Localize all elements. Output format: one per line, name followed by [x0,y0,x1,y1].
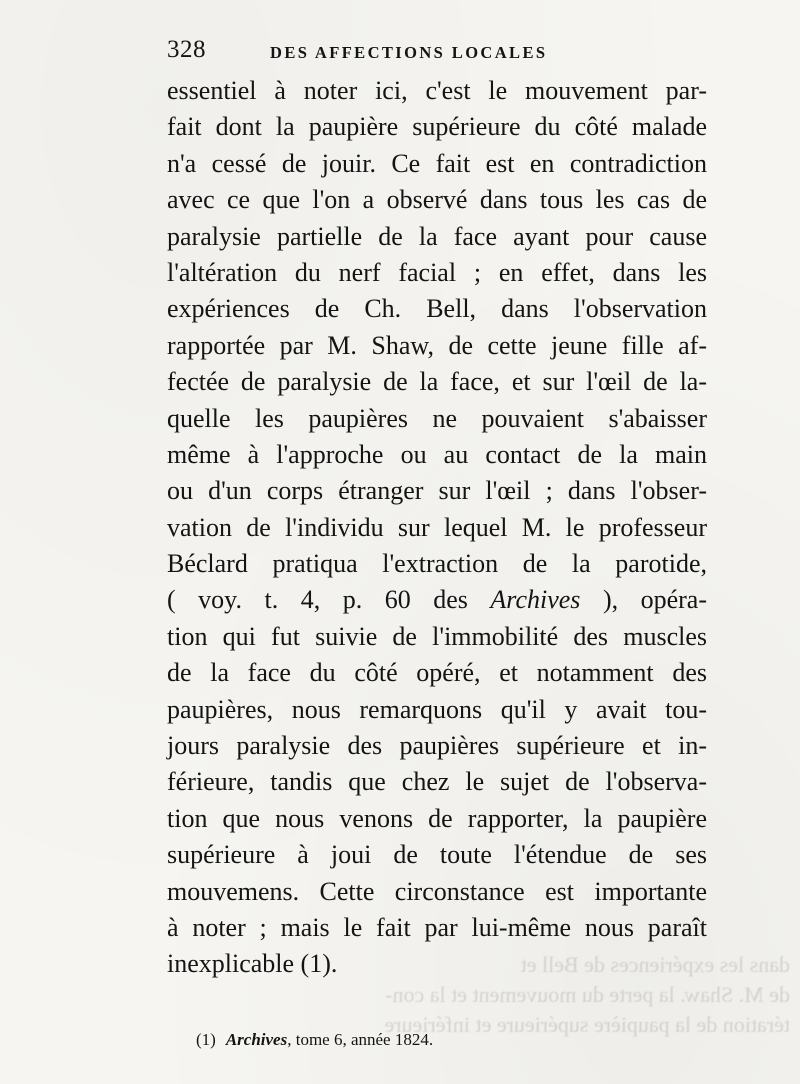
text-line: mouvemens. Cette circonstance est importante [167,876,707,906]
bleed-through-text [384,950,790,1040]
footnote [196,1030,433,1050]
bleed-line: dans les expériences de Bell et [520,952,790,977]
text-line: tion que nous venons de rapporter, la paupière [167,803,707,833]
text-line: expériences de Ch. Bell, dans l'observation [167,294,707,324]
page-number: 328 [167,36,206,63]
reference-text-pre: ( voy. t. 4, p. 60 des [167,585,468,615]
bleed-line: de M. Shaw. la perte du mouvement et la con- [385,982,790,1007]
text-line: tion qui fut suivie de l'immobilité des muscles [167,621,707,651]
text-line-last: inexplicable (1). [167,949,338,979]
text-line: même à l'approche ou au contact de la main [167,439,707,469]
footnote-marker: (1) [196,1030,216,1049]
text-line: n'a cessé de jouir. Ce fait est en contradiction [167,148,707,178]
body-text [167,73,707,983]
reference-text-post: ), opéra- [602,585,708,615]
footnote-text: , tome 6, année 1824. [287,1030,434,1049]
text-line: férieure, tandis que chez le sujet de l'observa- [167,767,707,797]
text-line: l'altération du nerf facial ; en effet, dans les [167,257,707,287]
text-line: vation de l'individu sur lequel M. le professeur [167,512,707,542]
text-line: Béclard pratiqua l'extraction de la parotide, [167,549,707,579]
text-line: essentiel à noter ici, c'est le mouvement par- [167,76,707,105]
text-line: de la face du côté opéré, et notamment des [167,658,707,688]
text-line: paralysie partielle de la face ayant pour cause [167,221,707,251]
text-line: fectée de paralysie de la face, et sur l'œil de la- [167,367,707,397]
text-line: supérieure à joui de toute l'étendue de ses [167,840,707,870]
page-header [167,36,707,66]
text-line: paupières, nous remarquons qu'il y avait tou- [167,694,707,724]
text-line: à noter ; mais le fait par lui-même nous paraît [167,912,707,942]
text-line: avec ce que l'on a observé dans tous les cas de [167,185,707,215]
text-line: ou d'un corps étranger sur l'œil ; dans l'obser- [167,476,707,506]
reference-line [167,582,707,618]
footnote-title: Archives [225,1030,288,1049]
text-line: rapportée par M. Shaw, de cette jeune fille af- [167,330,707,360]
text-line: quelle les paupières ne pouvaient s'abaisser [167,403,707,433]
text-line: jours paralysie des paupières supérieure et in- [167,731,707,761]
bleed-line: tération de la paupière supérieure et inférieure [384,1012,790,1037]
running-title: DES AFFECTIONS LOCALES [270,43,548,62]
archives-title: Archives [490,585,581,615]
text-line: fait dont la paupière supérieure du côté malade [167,112,707,142]
